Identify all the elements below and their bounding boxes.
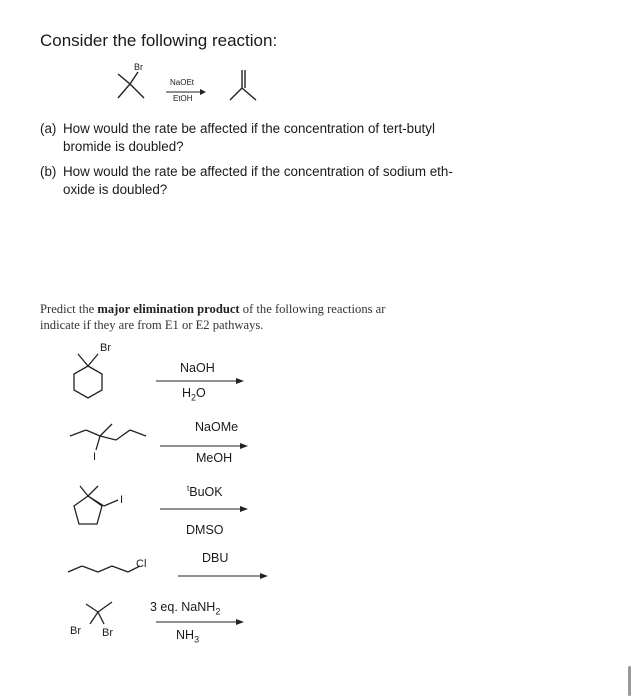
question-a-label: (a) <box>40 121 57 136</box>
reaction-a-solvent: $H_2O$ <box>182 386 206 403</box>
reaction1-reagent-bottom: EtOH <box>173 94 193 103</box>
reaction-d-cl-label: Cl <box>136 558 147 570</box>
question-a-line2: bromide is doubled? <box>63 139 184 154</box>
reaction-b-solvent: MeOH <box>196 451 233 465</box>
question-a <box>40 120 540 156</box>
part2-instructions <box>40 301 520 333</box>
reaction-b-i-label: I <box>93 451 97 463</box>
bromomethylcyclohexane-structure <box>64 340 124 410</box>
reaction-d-arrow <box>178 572 270 580</box>
reaction-a-arrow <box>156 377 246 385</box>
question-b-line1: How would the rate be affected if the concentration of sodium eth- <box>63 164 453 179</box>
reaction-c-reagent: $^t$BuOK <box>187 484 223 500</box>
question-b <box>40 163 540 199</box>
reaction-e-br-left-label: Br <box>70 625 81 637</box>
reaction-e-arrow <box>156 618 246 626</box>
reaction-a-br-label: Br <box>100 342 111 354</box>
reaction-e-solvent: $NH_3$ <box>176 628 200 645</box>
reaction-c-i-label: I <box>120 494 124 506</box>
question-b-label: (b) <box>40 164 57 179</box>
scrollbar-thumb[interactable] <box>628 666 631 696</box>
reaction-b-arrow <box>160 442 250 450</box>
part2-line1: Predict the major elimination product of the following reactions ar <box>40 302 386 316</box>
reaction-c-arrow <box>160 505 250 513</box>
isobutylene-structure <box>222 64 272 104</box>
reaction-e-reagent: 3 eq. NaNH$_2$ <box>150 600 221 617</box>
iodoalkane-structure <box>68 416 158 456</box>
reaction1-br-label: Br <box>134 62 143 72</box>
reaction-a-reagent: NaOH <box>180 361 215 375</box>
reaction1-reagent-top: NaOEt <box>170 78 195 87</box>
reaction-d-reagent: DBU <box>202 551 229 565</box>
reaction-e-br-right-label: Br <box>102 627 113 639</box>
iodocyclopentane-structure <box>60 484 130 544</box>
question-b-line2: oxide is doubled? <box>63 182 168 197</box>
part2-line2: indicate if they are from E1 or E2 pathways. <box>40 318 264 332</box>
problem-heading: Consider the following reaction: <box>40 31 278 50</box>
reaction-c-solvent: DMSO <box>186 523 224 537</box>
question-a-line1: How would the rate be affected if the concentration of tert-butyl <box>63 121 435 136</box>
reaction-b-reagent: NaOMe <box>195 420 239 434</box>
